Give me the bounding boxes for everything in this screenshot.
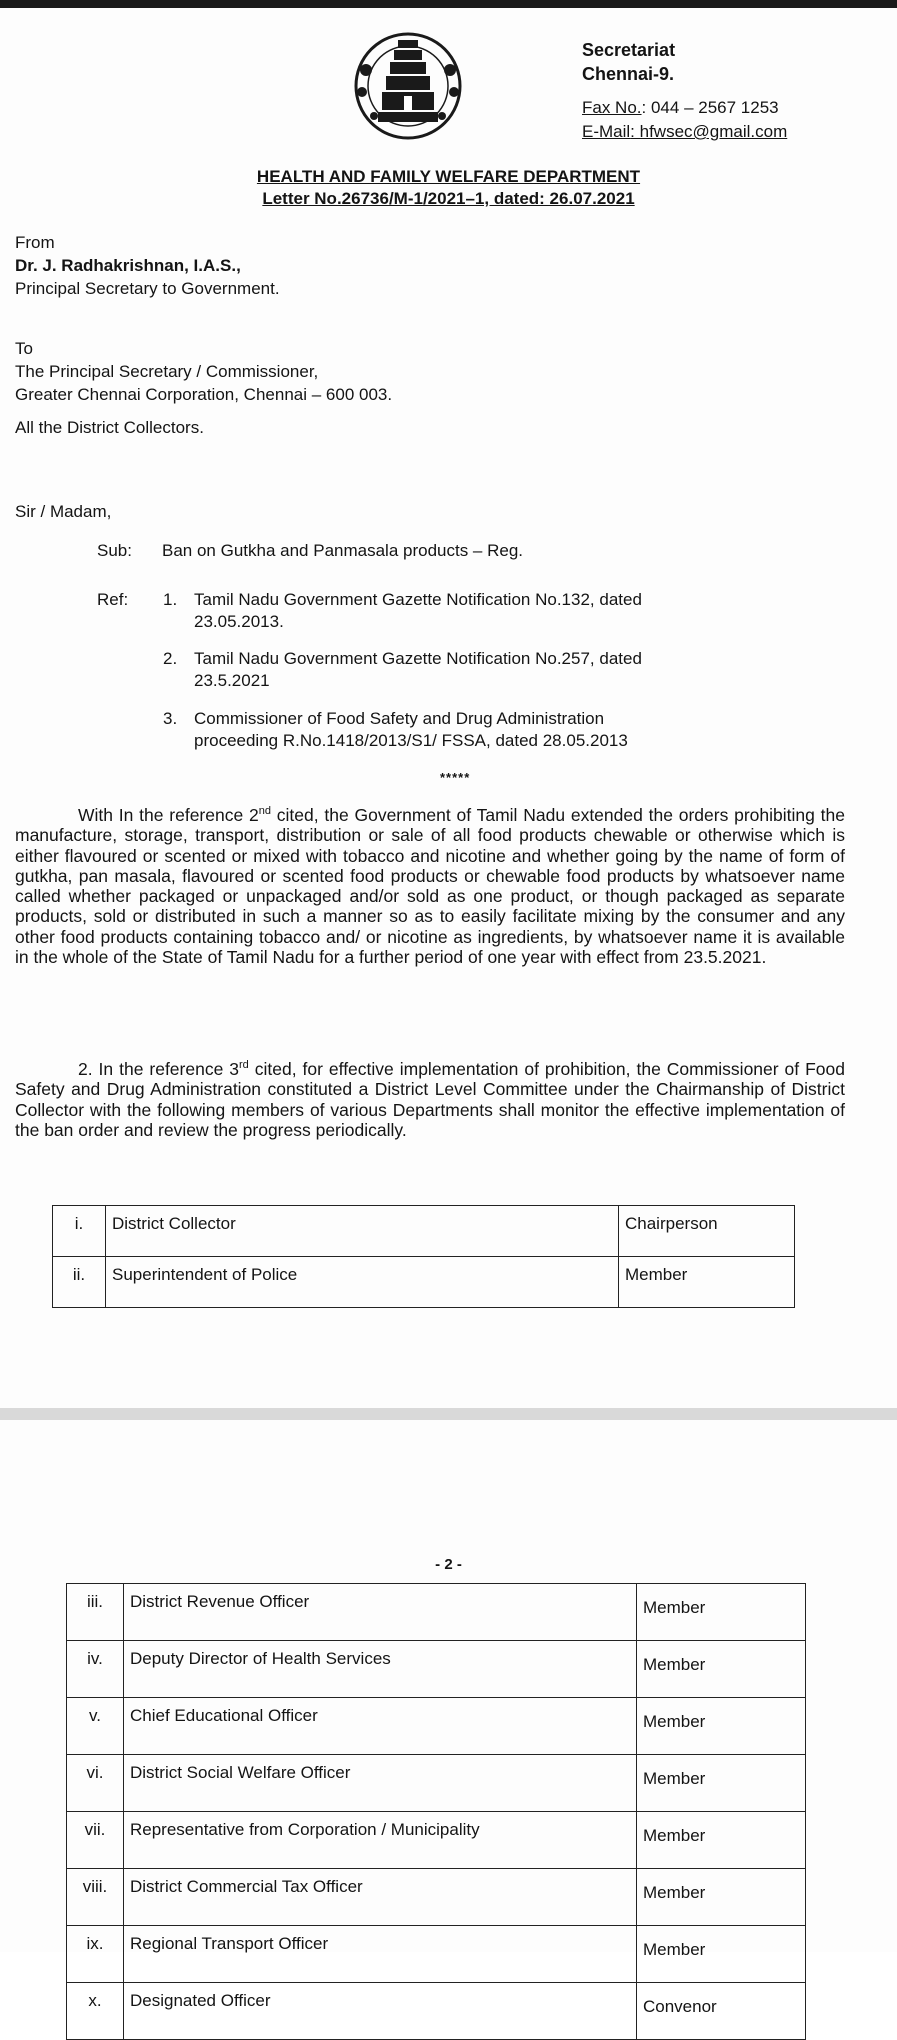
row-number: i. (53, 1206, 106, 1257)
member-name: Chief Educational Officer (124, 1698, 637, 1755)
to-block (15, 337, 392, 439)
row-number: iii. (67, 1584, 124, 1641)
member-role: Member (637, 1641, 806, 1698)
ref-line: 23.05.2013. (194, 612, 284, 631)
committee-table-page1 (52, 1205, 795, 1308)
office-address (582, 38, 675, 86)
department-heading (0, 166, 897, 188)
fax-value: : 044 – 2567 1253 (641, 98, 779, 117)
ref-line: 23.5.2021 (194, 671, 270, 690)
member-name: District Revenue Officer (124, 1584, 637, 1641)
row-number: viii. (67, 1869, 124, 1926)
subject-line (97, 541, 523, 561)
subject-label: Sub: (97, 541, 132, 560)
table-row (67, 1698, 806, 1755)
from-label: From (15, 233, 55, 252)
office-line-2: Chennai-9. (582, 64, 675, 84)
member-name: District Commercial Tax Officer (124, 1869, 637, 1926)
ref-num: 1. (163, 590, 178, 609)
row-number: iv. (67, 1641, 124, 1698)
row-number: x. (67, 1983, 124, 2040)
letter-number: Letter No.26736/M-1/2021–1, dated: 26.07.2021 (262, 189, 635, 208)
ref-text (194, 708, 764, 752)
member-name: District Social Welfare Officer (124, 1755, 637, 1812)
para1-start: With In the reference 2 (78, 805, 259, 825)
from-block (15, 231, 280, 300)
member-role: Member (637, 1698, 806, 1755)
department-title: HEALTH AND FAMILY WELFARE DEPARTMENT (256, 167, 641, 186)
ref-text (194, 589, 764, 633)
ref-line: proceeding R.No.1418/2013/S1/ FSSA, dated 28.05.2013 (194, 731, 628, 750)
member-name: Deputy Director of Health Services (124, 1641, 637, 1698)
row-number: vii. (67, 1812, 124, 1869)
para1-sup: nd (258, 805, 271, 818)
para2-sup: rd (239, 1059, 249, 1072)
table-row (67, 1641, 806, 1698)
page-number: - 2 - (435, 1556, 462, 1573)
page-separator (0, 1408, 897, 1420)
table-row (53, 1257, 795, 1308)
fax-line (582, 96, 787, 120)
paragraph-2 (15, 1059, 845, 1140)
paragraph-1 (15, 805, 845, 967)
email-value[interactable]: : hfwsec@gmail.com (630, 122, 788, 141)
member-name: District Collector (106, 1206, 619, 1257)
member-name: Designated Officer (124, 1983, 637, 2040)
to-line-1: The Principal Secretary / Commissioner, (15, 362, 319, 381)
member-role: Member (637, 1755, 806, 1812)
table-row (53, 1206, 795, 1257)
member-role: Member (619, 1257, 795, 1308)
committee-table-page2 (66, 1583, 806, 2040)
ref-num: 3. (163, 709, 178, 728)
member-name: Representative from Corporation / Municipality (124, 1812, 637, 1869)
ref-line: Tamil Nadu Government Gazette Notification No.257, dated (194, 649, 642, 668)
member-role: Convenor (637, 1983, 806, 2040)
fax-label: Fax No. (582, 98, 642, 117)
para1-rest: cited, the Government of Tamil Nadu extended the orders prohibiting the manufacture, storage, transport, distribution or sale of all food products chewable or otherwise which is either flavoured or scented or mixed with tobacco and nicotine and whether going by the name of form of gutkha, pan masala, flavoured or scented food products or chewable food products by whatsoever name called whether packaged or unpackaged and/or sold as one product, or though packaged as separate products, sold or distributed in such a manner so as to easily facilitate mixing by the consumer and any other food products containing tobacco and/ or nicotine as ingredients, by whatsoever name it is available in the whole of the State of Tamil Nadu for a further period of one year with effect from 23.5.2021. (15, 805, 845, 968)
ref-line: Commissioner of Food Safety and Drug Administration (194, 709, 605, 728)
para2-start: 2. In the reference 3 (78, 1059, 240, 1079)
letter-heading (0, 188, 897, 210)
row-number: ix. (67, 1926, 124, 1983)
table-row (67, 1869, 806, 1926)
top-border (0, 0, 897, 8)
table-row (67, 1983, 806, 2040)
from-name: Dr. J. Radhakrishnan, I.A.S., (15, 256, 241, 275)
member-role: Member (637, 1812, 806, 1869)
table-row (67, 1926, 806, 1983)
to-line-2: Greater Chennai Corporation, Chennai – 600 003. (15, 385, 393, 404)
table-row (67, 1812, 806, 1869)
office-line-1: Secretariat (582, 40, 676, 60)
email-line (582, 120, 787, 144)
row-number: v. (67, 1698, 124, 1755)
subject-text: Ban on Gutkha and Panmasala products – Reg. (162, 541, 524, 560)
member-role: Member (637, 1584, 806, 1641)
member-name: Superintendent of Police (106, 1257, 619, 1308)
separator-stars: ***** (440, 770, 471, 785)
contact-block (582, 96, 787, 144)
salutation: Sir / Madam, (15, 502, 112, 521)
member-role: Chairperson (619, 1206, 795, 1257)
para2-rest: cited, for effective implementation of prohibition, the Commissioner of Food Safety and Drug Administration constituted a District Level Committee under the Chairmanship of District Collector with the following members of various Departments shall monitor the effective implementation of the ban order and review the progress periodically. (15, 1059, 845, 1140)
row-number: vi. (67, 1755, 124, 1812)
member-role: Member (637, 1926, 806, 1983)
from-designation: Principal Secretary to Government. (15, 279, 280, 298)
member-name: Regional Transport Officer (124, 1926, 637, 1983)
ref-text (194, 648, 764, 692)
email-label: E-Mail (582, 122, 631, 141)
ref-line: Tamil Nadu Government Gazette Notification No.132, dated (194, 590, 642, 609)
table-row (67, 1755, 806, 1812)
ref-num: 2. (163, 649, 178, 668)
member-role: Member (637, 1869, 806, 1926)
to-line-3: All the District Collectors. (15, 418, 204, 437)
tamil-nadu-emblem-icon (344, 30, 472, 142)
table-row (67, 1584, 806, 1641)
row-number: ii. (53, 1257, 106, 1308)
to-label: To (15, 339, 33, 358)
ref-label-text: Ref: (97, 590, 129, 609)
